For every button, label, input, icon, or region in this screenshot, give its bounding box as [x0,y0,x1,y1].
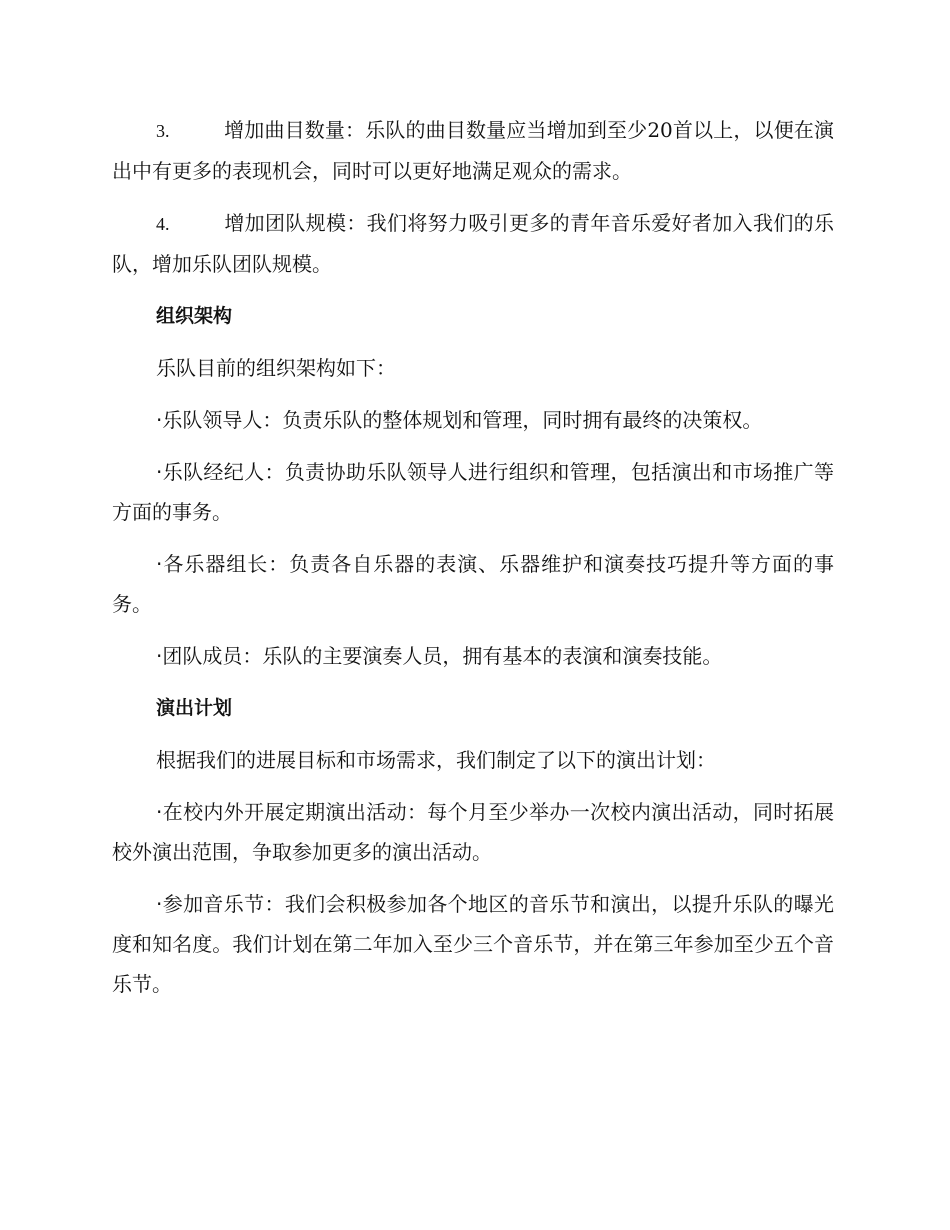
list-item-text: 参加音乐节：我们会积极参加各个地区的音乐节和演出，以提升乐队的曝光度和知名度。我们计划在第二年加入至少三个音乐节，并在第三年参加至少五个音乐节。 [112,892,834,996]
list-item-text: 乐队经纪人：负责协助乐队领导人进行组织和管理，包括演出和市场推广等方面的事务。 [112,460,834,524]
bullet-icon: · [156,892,163,916]
section-intro: 根据我们的进展目标和市场需求，我们制定了以下的演出计划： [156,748,716,772]
bullet-icon: · [156,408,163,432]
item-number: 3. [156,121,170,141]
document-page [112,110,834,1016]
list-item-text: 团队成员：乐队的主要演奏人员，拥有基本的表演和演奏技能。 [162,644,723,668]
bullet-icon: · [156,460,163,484]
section-heading-organization: 组织架构 [156,305,233,327]
bullet-icon: · [156,644,163,668]
list-item-text: 在校内外开展定期演出活动：每个月至少举办一次校内演出活动，同时拓展校外演出范围，争取参加更多的演出活动。 [112,800,834,864]
item-text: 增加曲目数量：乐队的曲目数量应当增加到至少20首以上，以便在演出中有更多的表现机会，同时可以更好地满足观众的需求。 [112,118,834,183]
numbered-item [112,203,834,284]
bullet-icon: · [156,800,163,824]
numbered-item [112,110,834,191]
list-item [112,636,834,676]
list-item-text: 乐队领导人：负责乐队的整体规划和管理，同时拥有最终的决策权。 [162,408,763,432]
item-text: 增加团队规模：我们将努力吸引更多的青年音乐爱好者加入我们的乐队，增加乐队团队规模。 [112,211,834,276]
list-item-text: 各乐器组长：负责各自乐器的表演、乐器维护和演奏技巧提升等方面的事务。 [112,552,834,616]
list-item [112,792,834,872]
list-item [112,452,834,532]
bullet-icon: · [156,552,163,576]
item-number: 4. [156,214,170,234]
section-heading-performance: 演出计划 [156,697,233,719]
list-item [112,400,834,440]
section-intro: 乐队目前的组织架构如下： [156,356,396,380]
list-item [112,544,834,624]
list-item [112,884,834,1004]
